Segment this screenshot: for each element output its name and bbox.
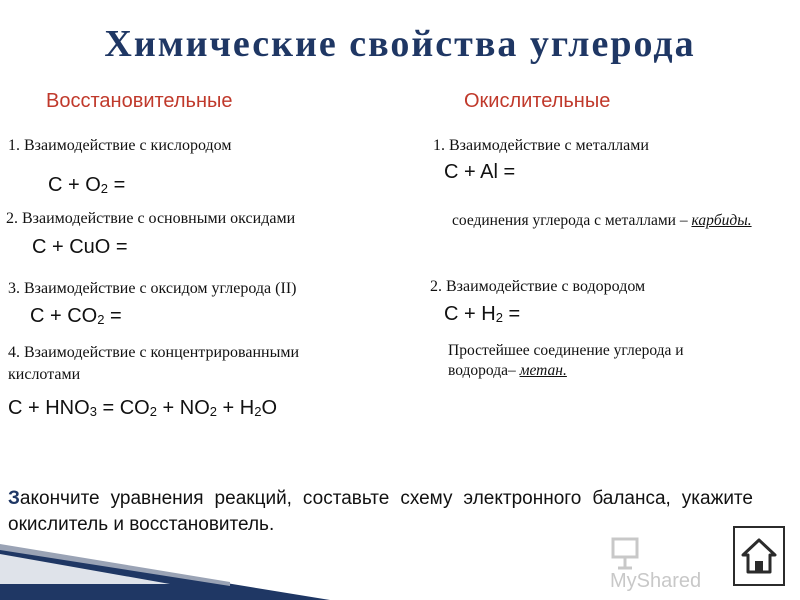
- home-icon: [735, 528, 783, 584]
- home-button[interactable]: [733, 526, 785, 586]
- left-item-2-equation: C + CuO =: [32, 236, 128, 258]
- task-instructions: Закончите уравнения реакций, составьте схему электронного баланса, укажите окислитель и восстановитель.: [8, 488, 753, 535]
- left-item-4-label-line2: кислотами: [8, 366, 81, 383]
- page-title: Химические свойства углерода: [104, 23, 696, 65]
- reducing-heading: Восстановительные: [46, 90, 233, 112]
- left-item-2-label: 2. Взаимодействие с основными оксидами: [6, 210, 296, 227]
- right-item-2-note: Простейшее соединение углерода и водорода– метан.: [448, 342, 684, 379]
- right-item-2-equation: $C + H_2$ =: [444, 303, 521, 325]
- presentation-board-icon: [610, 536, 640, 570]
- right-item-1-equation: C + Al =: [444, 161, 516, 183]
- left-item-3-label: 3. Взаимодействие с оксидом углерода (II): [8, 280, 297, 297]
- oxidizing-heading: Окислительные: [464, 90, 611, 112]
- left-item-1-equation: $C + O_2$ =: [48, 174, 126, 196]
- decorative-stripe: [0, 544, 330, 600]
- watermark-text: MyShared: [610, 570, 702, 592]
- right-item-1-note: соединения углерода с металлами – карбиды.: [452, 212, 752, 229]
- left-item-1-label: 1. Взаимодействие с кислородом: [8, 137, 232, 154]
- carbides-term: карбиды.: [691, 212, 752, 229]
- right-item-1-label: 1. Взаимодействие с металлами: [433, 137, 649, 154]
- left-item-4-label-line1: 4. Взаимодействие с концентрированными: [8, 344, 300, 361]
- methane-term: метан.: [519, 362, 567, 379]
- left-item-3-equation: $C + CO_2$ =: [30, 305, 122, 327]
- watermark-logo: [610, 536, 730, 592]
- right-item-2-label: 2. Взаимодействие с водородом: [430, 278, 646, 295]
- left-item-4-equation: $C + HNO_3 = CO_2 + NO_2 + H_2O$: [8, 397, 278, 419]
